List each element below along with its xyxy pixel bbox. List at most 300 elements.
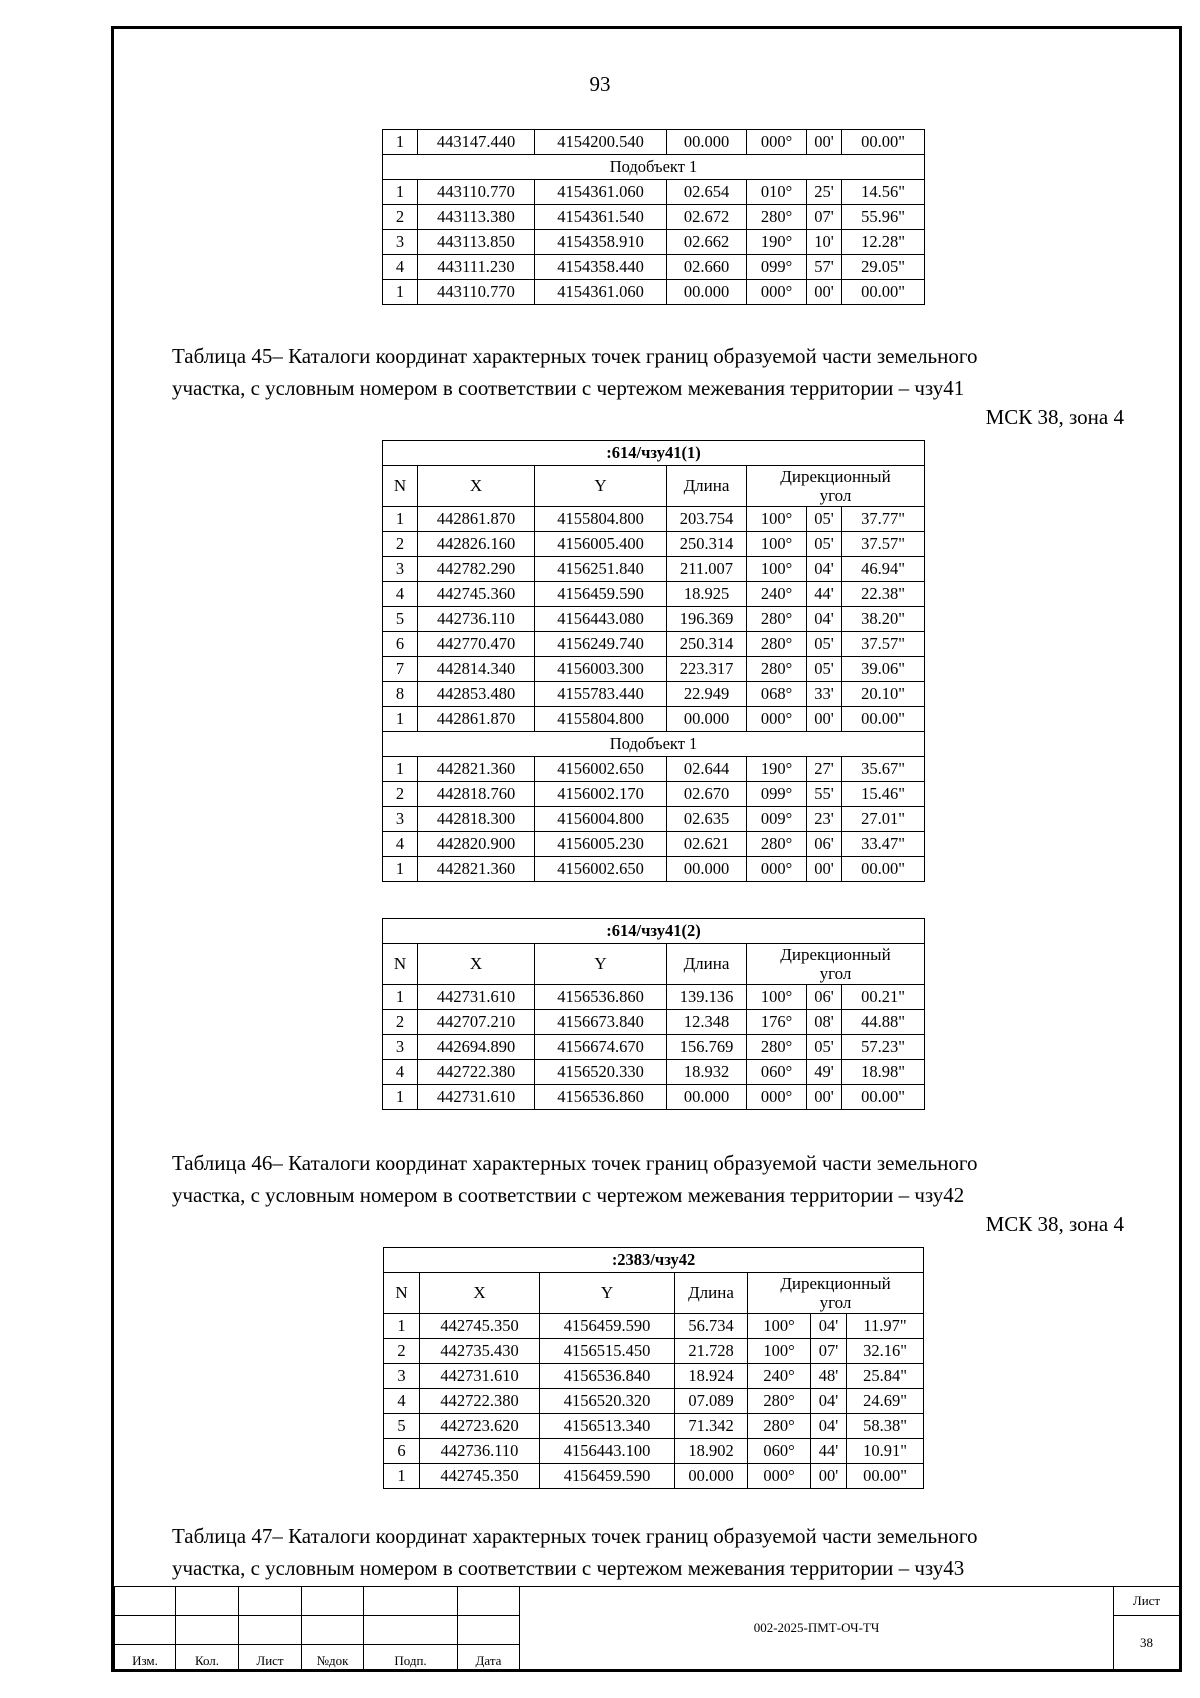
stamp-cell <box>458 1587 520 1616</box>
table-cell: 443113.380 <box>418 205 535 230</box>
table-cell: 00' <box>807 1085 842 1110</box>
table-cell: 4155804.800 <box>535 507 667 532</box>
table-cell: 00.00" <box>842 1085 925 1110</box>
caption-line: Таблица 47– Каталоги координат характерных точек границ образуемой части земельного <box>172 1524 978 1548</box>
table-cell: 05' <box>807 657 842 682</box>
table-cell: 4156251.840 <box>535 557 667 582</box>
table-cell: 55.96" <box>842 205 925 230</box>
table-cell: 20.10" <box>842 682 925 707</box>
table-row <box>383 607 925 632</box>
table-row <box>383 857 925 882</box>
table-cell: 02.672 <box>667 205 747 230</box>
table-cell: 099° <box>747 782 807 807</box>
table-cell: 00.00" <box>842 707 925 732</box>
coordinate-system-label: МСК 38, зона 4 <box>985 405 1124 429</box>
table-cell: 37.77" <box>842 507 925 532</box>
table-row <box>383 632 925 657</box>
table-cell: 2 <box>383 1010 418 1035</box>
table-cell: 1 <box>383 280 418 305</box>
table-cell: 00' <box>807 280 842 305</box>
table-cell: 44.88" <box>842 1010 925 1035</box>
table-cell: 442694.890 <box>418 1035 535 1060</box>
table-cell: 240° <box>748 1364 811 1389</box>
table-cell: 000° <box>748 1464 811 1489</box>
table-cell: 4156673.840 <box>535 1010 667 1035</box>
table-cell: 443113.850 <box>418 230 535 255</box>
table-cell: 4156536.860 <box>535 985 667 1010</box>
header-y: Y <box>540 1273 675 1314</box>
header-n: N <box>383 944 418 985</box>
table-cell: 18.925 <box>667 582 747 607</box>
title-block <box>114 1586 1180 1670</box>
table-cell: 443147.440 <box>418 130 535 155</box>
subobject-label: Подобъект 1 <box>383 155 925 180</box>
table-cell: 2 <box>383 782 418 807</box>
table-cell: 05' <box>807 632 842 657</box>
table-cell: 4156443.100 <box>540 1439 675 1464</box>
table-cell: 280° <box>747 607 807 632</box>
table-cell: 04' <box>811 1314 847 1339</box>
table-cell: 00.00" <box>842 857 925 882</box>
table-cell: 25.84" <box>847 1364 924 1389</box>
stamp-label-quantity: Кол. <box>176 1645 239 1670</box>
table-cell: 00' <box>811 1464 847 1489</box>
table-cell: 00' <box>807 707 842 732</box>
table-cell: 442814.340 <box>418 657 535 682</box>
header-n: N <box>383 466 418 507</box>
header-length: Длина <box>667 944 747 985</box>
table-cell: 04' <box>807 607 842 632</box>
table-cell: 4156443.080 <box>535 607 667 632</box>
table-cell: 21.728 <box>675 1339 748 1364</box>
table-cell: 196.369 <box>667 607 747 632</box>
table-cell: 442722.380 <box>420 1389 540 1414</box>
stamp-cell <box>239 1616 302 1645</box>
table-cell: 1 <box>383 857 418 882</box>
table-cell: 4 <box>384 1389 420 1414</box>
table-cell: 3 <box>384 1364 420 1389</box>
table-cell: 06' <box>807 985 842 1010</box>
table-row <box>383 280 925 305</box>
header-x: X <box>418 466 535 507</box>
page-number: 93 <box>589 72 611 96</box>
header-y: Y <box>535 466 667 507</box>
table-cell: 099° <box>747 255 807 280</box>
table-cell: 3 <box>383 807 418 832</box>
table-cell: 37.57" <box>842 632 925 657</box>
table-cell: 442736.110 <box>420 1439 540 1464</box>
table-cell: 442782.290 <box>418 557 535 582</box>
stamp-cell <box>176 1616 239 1645</box>
stamp-label-sheet: Лист <box>239 1645 302 1670</box>
table-cell: 4156536.840 <box>540 1364 675 1389</box>
table-cell: 3 <box>383 557 418 582</box>
table-cell: 02.621 <box>667 832 747 857</box>
table-cell: 442745.350 <box>420 1314 540 1339</box>
table-cell: 442820.900 <box>418 832 535 857</box>
table-cell: 3 <box>383 1035 418 1060</box>
caption-line: участка, с условным номером в соответствии с чертежом межевания территории – чзу41 <box>172 376 965 400</box>
table-cell: 29.05" <box>842 255 925 280</box>
table-row <box>384 1314 924 1339</box>
table-cell: 06' <box>807 832 842 857</box>
table-row <box>383 255 925 280</box>
table-cell: 4156515.450 <box>540 1339 675 1364</box>
table-cell: 71.342 <box>675 1414 748 1439</box>
coordinate-table-chzu42 <box>383 1247 924 1489</box>
table-cell: 02.662 <box>667 230 747 255</box>
table-cell: 1 <box>383 507 418 532</box>
table-cell: 442861.870 <box>418 507 535 532</box>
stamp-cell <box>458 1616 520 1645</box>
stamp-cell <box>364 1616 458 1645</box>
table-cell: 4156004.800 <box>535 807 667 832</box>
sheet-number: 38 <box>1114 1616 1180 1670</box>
table-row <box>384 1389 924 1414</box>
table-cell: 07' <box>807 205 842 230</box>
table-cell: 08' <box>807 1010 842 1035</box>
stamp-label-doc-number: №док <box>302 1645 364 1670</box>
table-cell: 203.754 <box>667 507 747 532</box>
table-cell: 442821.360 <box>418 757 535 782</box>
table-cell: 02.660 <box>667 255 747 280</box>
table-cell: 02.635 <box>667 807 747 832</box>
table-row <box>384 1464 924 1489</box>
table-cell: 442731.610 <box>418 985 535 1010</box>
table-title: :614/чзу41(2) <box>383 919 925 944</box>
table-cell: 02.654 <box>667 180 747 205</box>
document-designation: 002-2025-ПМТ-ОЧ-ТЧ <box>520 1587 1114 1670</box>
table-row <box>383 707 925 732</box>
table-cell: 6 <box>384 1439 420 1464</box>
table-cell: 24.69" <box>847 1389 924 1414</box>
table-cell: 15.46" <box>842 782 925 807</box>
table-cell: 4154358.440 <box>535 255 667 280</box>
caption-line: Таблица 45– Каталоги координат характерных точек границ образуемой части земельного <box>172 344 978 368</box>
coordinate-system-label: МСК 38, зона 4 <box>985 1212 1124 1236</box>
table-cell: 443111.230 <box>418 255 535 280</box>
table-47-caption <box>172 1520 1132 1584</box>
table-cell: 55' <box>807 782 842 807</box>
table-cell: 3 <box>383 230 418 255</box>
table-cell: 57.23" <box>842 1035 925 1060</box>
table-cell: 1 <box>383 1085 418 1110</box>
table-row <box>383 130 925 155</box>
table-cell: 4156459.590 <box>540 1314 675 1339</box>
table-cell: 442722.380 <box>418 1060 535 1085</box>
table-cell: 33.47" <box>842 832 925 857</box>
table-cell: 12.348 <box>667 1010 747 1035</box>
table-cell: 4156002.650 <box>535 757 667 782</box>
table-cell: 442821.360 <box>418 857 535 882</box>
table-cell: 35.67" <box>842 757 925 782</box>
table-cell: 442745.350 <box>420 1464 540 1489</box>
table-cell: 25' <box>807 180 842 205</box>
table-cell: 280° <box>748 1389 811 1414</box>
table-row <box>383 180 925 205</box>
table-cell: 100° <box>747 507 807 532</box>
table-row <box>383 657 925 682</box>
table-cell: 100° <box>747 532 807 557</box>
table-cell: 442723.620 <box>420 1414 540 1439</box>
table-cell: 11.97" <box>847 1314 924 1339</box>
header-length: Длина <box>675 1273 748 1314</box>
table-cell: 00' <box>807 130 842 155</box>
table-cell: 5 <box>384 1414 420 1439</box>
table-45-caption <box>172 340 1132 404</box>
caption-line: Таблица 46– Каталоги координат характерных точек границ образуемой части земельного <box>172 1151 978 1175</box>
table-cell: 4154358.910 <box>535 230 667 255</box>
table-cell: 10' <box>807 230 842 255</box>
table-cell: 5 <box>383 607 418 632</box>
table-row <box>383 782 925 807</box>
table-cell: 23' <box>807 807 842 832</box>
table-row <box>383 205 925 230</box>
table-cell: 190° <box>747 230 807 255</box>
table-cell: 05' <box>807 1035 842 1060</box>
table-cell: 2 <box>383 532 418 557</box>
table-cell: 156.769 <box>667 1035 747 1060</box>
table-cell: 223.317 <box>667 657 747 682</box>
table-cell: 04' <box>811 1389 847 1414</box>
table-cell: 4156513.340 <box>540 1414 675 1439</box>
table-cell: 280° <box>747 205 807 230</box>
table-row <box>383 807 925 832</box>
table-cell: 10.91" <box>847 1439 924 1464</box>
table-cell: 4 <box>383 1060 418 1085</box>
table-cell: 44' <box>807 582 842 607</box>
table-cell: 240° <box>747 582 807 607</box>
table-cell: 04' <box>807 557 842 582</box>
table-cell: 211.007 <box>667 557 747 582</box>
table-cell: 442818.760 <box>418 782 535 807</box>
table-cell: 280° <box>747 632 807 657</box>
table-cell: 4156002.170 <box>535 782 667 807</box>
table-cell: 00.000 <box>667 280 747 305</box>
table-cell: 1 <box>384 1314 420 1339</box>
table-cell: 442745.360 <box>418 582 535 607</box>
table-cell: 18.902 <box>675 1439 748 1464</box>
table-row <box>384 1364 924 1389</box>
table-cell: 4 <box>383 582 418 607</box>
table-cell: 000° <box>747 130 807 155</box>
stamp-cell <box>115 1587 176 1616</box>
table-cell: 38.20" <box>842 607 925 632</box>
table-cell: 000° <box>747 707 807 732</box>
table-cell: 00.00" <box>842 130 925 155</box>
table-cell: 442818.300 <box>418 807 535 832</box>
stamp-cell <box>364 1587 458 1616</box>
table-cell: 27.01" <box>842 807 925 832</box>
stamp-cell <box>239 1587 302 1616</box>
table-cell: 280° <box>747 1035 807 1060</box>
header-direction-angle: Дирекционный угол <box>748 1273 924 1314</box>
table-cell: 00.000 <box>667 1085 747 1110</box>
caption-line: участка, с условным номером в соответствии с чертежом межевания территории – чзу43 <box>172 1556 965 1580</box>
table-cell: 4156674.670 <box>535 1035 667 1060</box>
table-cell: 46.94" <box>842 557 925 582</box>
table-row <box>383 1085 925 1110</box>
table-cell: 250.314 <box>667 632 747 657</box>
table-cell: 4154361.060 <box>535 280 667 305</box>
header-x: X <box>420 1273 540 1314</box>
table-cell: 04' <box>811 1414 847 1439</box>
stamp-cell <box>302 1587 364 1616</box>
table-cell: 176° <box>747 1010 807 1035</box>
table-cell: 58.38" <box>847 1414 924 1439</box>
table-title: :2383/чзу42 <box>384 1248 924 1273</box>
table-cell: 18.924 <box>675 1364 748 1389</box>
table-cell: 4156005.230 <box>535 832 667 857</box>
table-cell: 010° <box>747 180 807 205</box>
table-cell: 33' <box>807 682 842 707</box>
table-row <box>383 832 925 857</box>
table-cell: 4156520.330 <box>535 1060 667 1085</box>
table-cell: 4156005.400 <box>535 532 667 557</box>
table-cell: 280° <box>747 832 807 857</box>
table-cell: 100° <box>748 1314 811 1339</box>
table-cell: 442731.610 <box>420 1364 540 1389</box>
table-cell: 442736.110 <box>418 607 535 632</box>
table-cell: 4156459.590 <box>535 582 667 607</box>
table-cell: 00.000 <box>675 1464 748 1489</box>
table-cell: 442861.870 <box>418 707 535 732</box>
table-cell: 4156459.590 <box>540 1464 675 1489</box>
table-cell: 1 <box>383 707 418 732</box>
table-cell: 05' <box>807 532 842 557</box>
table-row <box>384 1414 924 1439</box>
table-cell: 4156536.860 <box>535 1085 667 1110</box>
table-cell: 4155783.440 <box>535 682 667 707</box>
table-cell: 100° <box>747 985 807 1010</box>
table-row <box>384 1439 924 1464</box>
table-cell: 4154361.540 <box>535 205 667 230</box>
table-cell: 27' <box>807 757 842 782</box>
table-cell: 22.949 <box>667 682 747 707</box>
table-cell: 1 <box>383 130 418 155</box>
table-cell: 1 <box>384 1464 420 1489</box>
table-cell: 442707.210 <box>418 1010 535 1035</box>
table-cell: 02.644 <box>667 757 747 782</box>
table-cell: 4156002.650 <box>535 857 667 882</box>
table-row <box>383 532 925 557</box>
table-cell: 00.00" <box>847 1464 924 1489</box>
table-cell: 4156003.300 <box>535 657 667 682</box>
table-cell: 2 <box>383 205 418 230</box>
table-cell: 139.136 <box>667 985 747 1010</box>
table-row <box>383 1060 925 1085</box>
table-cell: 4156520.320 <box>540 1389 675 1414</box>
table-row <box>384 1339 924 1364</box>
table-cell: 49' <box>807 1060 842 1085</box>
table-cell: 000° <box>747 1085 807 1110</box>
caption-line: участка, с условным номером в соответствии с чертежом межевания территории – чзу42 <box>172 1183 965 1207</box>
table-row <box>383 1010 925 1035</box>
table-cell: 00.000 <box>667 707 747 732</box>
table-row <box>383 757 925 782</box>
table-cell: 250.314 <box>667 532 747 557</box>
table-cell: 4156249.740 <box>535 632 667 657</box>
table-cell: 4 <box>383 832 418 857</box>
table-cell: 12.28" <box>842 230 925 255</box>
header-length: Длина <box>667 466 747 507</box>
table-cell: 00.00" <box>842 280 925 305</box>
table-cell: 4154200.540 <box>535 130 667 155</box>
table-row <box>383 682 925 707</box>
table-cell: 000° <box>747 280 807 305</box>
table-cell: 1 <box>383 985 418 1010</box>
table-cell: 4154361.060 <box>535 180 667 205</box>
header-x: X <box>418 944 535 985</box>
stamp-label-date: Дата <box>458 1645 520 1670</box>
stamp-label-signature: Подп. <box>364 1645 458 1670</box>
table-cell: 100° <box>747 557 807 582</box>
table-cell: 00.000 <box>667 130 747 155</box>
stamp-cell <box>176 1587 239 1616</box>
table-cell: 39.06" <box>842 657 925 682</box>
table-cell: 068° <box>747 682 807 707</box>
table-cell: 07' <box>811 1339 847 1364</box>
table-cell: 190° <box>747 757 807 782</box>
stamp-label-change: Изм. <box>115 1645 176 1670</box>
table-cell: 443110.770 <box>418 180 535 205</box>
table-cell: 4155804.800 <box>535 707 667 732</box>
table-cell: 05' <box>807 507 842 532</box>
coordinate-table-continued <box>382 129 925 305</box>
subobject-label: Подобъект 1 <box>383 732 925 757</box>
table-cell: 442770.470 <box>418 632 535 657</box>
table-cell: 02.670 <box>667 782 747 807</box>
table-cell: 4 <box>383 255 418 280</box>
header-direction-angle: Дирекционный угол <box>747 466 925 507</box>
table-cell: 00.000 <box>667 857 747 882</box>
subobject-row <box>383 155 925 180</box>
table-cell: 442826.160 <box>418 532 535 557</box>
coordinate-table-chzu41-1 <box>382 440 925 882</box>
table-cell: 00.21" <box>842 985 925 1010</box>
table-row <box>383 985 925 1010</box>
coordinate-table-chzu41-2 <box>382 918 925 1110</box>
table-cell: 14.56" <box>842 180 925 205</box>
table-cell: 060° <box>748 1439 811 1464</box>
table-cell: 18.932 <box>667 1060 747 1085</box>
table-cell: 009° <box>747 807 807 832</box>
table-row <box>383 507 925 532</box>
header-n: N <box>384 1273 420 1314</box>
table-row <box>383 1035 925 1060</box>
table-row <box>383 230 925 255</box>
table-cell: 18.98" <box>842 1060 925 1085</box>
table-cell: 57' <box>807 255 842 280</box>
table-cell: 48' <box>811 1364 847 1389</box>
table-cell: 7 <box>383 657 418 682</box>
table-cell: 000° <box>747 857 807 882</box>
table-cell: 1 <box>383 757 418 782</box>
table-cell: 32.16" <box>847 1339 924 1364</box>
header-direction-angle: Дирекционный угол <box>747 944 925 985</box>
table-cell: 22.38" <box>842 582 925 607</box>
table-cell: 443110.770 <box>418 280 535 305</box>
table-cell: 56.734 <box>675 1314 748 1339</box>
table-cell: 00' <box>807 857 842 882</box>
table-cell: 44' <box>811 1439 847 1464</box>
table-cell: 6 <box>383 632 418 657</box>
table-46-caption <box>172 1147 1132 1211</box>
table-row <box>383 557 925 582</box>
table-cell: 07.089 <box>675 1389 748 1414</box>
table-cell: 100° <box>748 1339 811 1364</box>
table-cell: 060° <box>747 1060 807 1085</box>
